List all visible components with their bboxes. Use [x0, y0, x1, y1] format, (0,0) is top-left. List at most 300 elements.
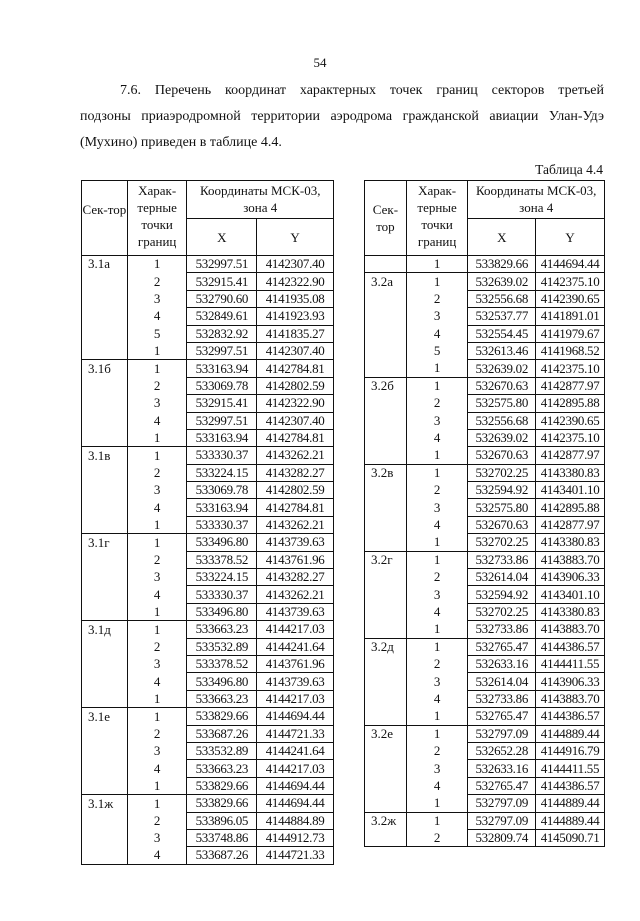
cell-sector: [82, 655, 128, 672]
header-coords: Координаты МСК-03, зона 4: [468, 181, 605, 219]
cell-sector: [365, 690, 407, 707]
cell-sector: 3.1а: [82, 256, 128, 273]
cell-sector: [82, 760, 128, 777]
cell-x: 533378.52: [187, 655, 257, 672]
cell-sector: [82, 812, 128, 829]
table-row: [82, 551, 334, 568]
cell-sector: [365, 795, 407, 812]
table-row: [365, 621, 605, 638]
table-row: [365, 551, 605, 568]
cell-x: 533496.80: [187, 603, 257, 620]
cell-x: 532733.86: [468, 621, 536, 638]
cell-y: 4141891.01: [536, 308, 605, 325]
cell-x: 532765.47: [468, 777, 536, 794]
cell-y: 4144884.89: [257, 812, 334, 829]
cell-y: 4143906.33: [536, 569, 605, 586]
cell-y: 4143739.63: [257, 673, 334, 690]
cell-y: 4144694.44: [257, 708, 334, 725]
cell-x: 533330.37: [187, 516, 257, 533]
table-caption: Таблица 4.4: [535, 162, 603, 177]
cell-point: 1: [406, 795, 468, 812]
table-row: [82, 655, 334, 672]
table-row: [365, 586, 605, 603]
cell-y: 4143262.21: [257, 586, 334, 603]
cell-y: 4142784.81: [257, 429, 334, 446]
table-row: [365, 569, 605, 586]
table-row: [365, 795, 605, 812]
cell-sector: [365, 603, 407, 620]
cell-x: 532797.09: [468, 812, 536, 829]
cell-sector: [82, 586, 128, 603]
cell-y: 4142307.40: [257, 412, 334, 429]
cell-y: 4142784.81: [257, 360, 334, 377]
table-body-right: [365, 256, 605, 847]
cell-x: 533496.80: [187, 673, 257, 690]
table-row: [82, 308, 334, 325]
table-row: [365, 603, 605, 620]
table-row: [82, 847, 334, 864]
cell-sector: [365, 360, 407, 377]
table-row: [365, 777, 605, 794]
cell-point: 1: [127, 256, 187, 273]
cell-y: 4143282.27: [257, 464, 334, 481]
cell-x: 532639.02: [468, 429, 536, 446]
cell-y: 4144386.57: [536, 777, 605, 794]
cell-point: 2: [127, 377, 187, 394]
cell-y: 4144386.57: [536, 638, 605, 655]
table-row: [365, 429, 605, 446]
table-row: [365, 760, 605, 777]
cell-x: 532639.02: [468, 360, 536, 377]
cell-x: 532733.86: [468, 551, 536, 568]
table-body-left: [82, 256, 334, 865]
cell-y: 4142375.10: [536, 273, 605, 290]
cell-point: 1: [406, 447, 468, 464]
cell-y: 4145090.71: [536, 829, 605, 846]
cell-x: 532915.41: [187, 273, 257, 290]
cell-sector: 3.2е: [365, 725, 407, 742]
cell-sector: 3.1ж: [82, 795, 128, 812]
table-row: [365, 673, 605, 690]
header-x: X: [468, 219, 536, 256]
cell-point: 1: [406, 256, 468, 273]
cell-y: 4141968.52: [536, 342, 605, 359]
cell-sector: [365, 569, 407, 586]
cell-x: 533896.05: [187, 812, 257, 829]
cell-sector: [82, 429, 128, 446]
cell-y: 4144912.73: [257, 829, 334, 846]
cell-y: 4144889.44: [536, 725, 605, 742]
cell-sector: [365, 586, 407, 603]
table-row: [82, 412, 334, 429]
table-row: [82, 673, 334, 690]
cell-y: 4143906.33: [536, 673, 605, 690]
cell-point: 1: [406, 551, 468, 568]
table-row: [365, 482, 605, 499]
table-row: [82, 516, 334, 533]
cell-point: 1: [127, 621, 187, 638]
cell-y: 4143262.21: [257, 516, 334, 533]
table-row: [82, 812, 334, 829]
cell-point: 1: [406, 360, 468, 377]
cell-x: 533663.23: [187, 760, 257, 777]
cell-x: 533330.37: [187, 586, 257, 603]
cell-point: 1: [406, 812, 468, 829]
cell-point: 1: [127, 360, 187, 377]
cell-sector: 3.2а: [365, 273, 407, 290]
cell-x: 532797.09: [468, 725, 536, 742]
cell-point: 2: [406, 395, 468, 412]
cell-point: 2: [406, 482, 468, 499]
cell-sector: 3.1в: [82, 447, 128, 464]
cell-point: 3: [127, 655, 187, 672]
cell-x: 533224.15: [187, 464, 257, 481]
cell-y: 4142322.90: [257, 395, 334, 412]
cell-y: 4143761.96: [257, 551, 334, 568]
cell-x: 533069.78: [187, 377, 257, 394]
cell-point: 2: [127, 638, 187, 655]
table-row: [82, 777, 334, 794]
cell-y: 4143739.63: [257, 603, 334, 620]
cell-sector: 3.2д: [365, 638, 407, 655]
cell-x: 532556.68: [468, 290, 536, 307]
cell-x: 532594.92: [468, 482, 536, 499]
cell-point: 2: [406, 290, 468, 307]
cell-sector: [365, 516, 407, 533]
cell-sector: 3.1б: [82, 360, 128, 377]
cell-x: 532556.68: [468, 412, 536, 429]
table-row: [365, 342, 605, 359]
table-row: [82, 638, 334, 655]
table-row: [365, 708, 605, 725]
table-row: [82, 708, 334, 725]
cell-y: 4142375.10: [536, 360, 605, 377]
cell-sector: [82, 742, 128, 759]
cell-point: 2: [127, 725, 187, 742]
cell-sector: [82, 603, 128, 620]
table-row: [82, 760, 334, 777]
cell-y: 4143883.70: [536, 621, 605, 638]
cell-point: 1: [406, 621, 468, 638]
cell-point: 3: [406, 308, 468, 325]
cell-sector: [365, 429, 407, 446]
cell-sector: [365, 447, 407, 464]
cell-x: 533829.66: [468, 256, 536, 273]
cell-x: 533069.78: [187, 482, 257, 499]
cell-x: 532997.51: [187, 342, 257, 359]
cell-sector: [82, 464, 128, 481]
cell-point: 3: [406, 499, 468, 516]
cell-point: 2: [127, 551, 187, 568]
cell-x: 533330.37: [187, 447, 257, 464]
cell-y: 4144721.33: [257, 847, 334, 864]
cell-x: 533496.80: [187, 534, 257, 551]
cell-point: 1: [406, 273, 468, 290]
cell-y: 4143401.10: [536, 482, 605, 499]
cell-sector: [365, 412, 407, 429]
cell-y: 4143883.70: [536, 690, 605, 707]
cell-y: 4141935.08: [257, 290, 334, 307]
cell-point: 4: [127, 499, 187, 516]
header-points: Харак-терные точки границ: [127, 181, 187, 256]
table-row: [365, 447, 605, 464]
coordinates-table-right: [364, 180, 605, 847]
cell-y: 4143380.83: [536, 464, 605, 481]
coordinates-table-left: [81, 180, 334, 865]
cell-point: 4: [406, 777, 468, 794]
table-row: [365, 325, 605, 342]
table-row: [365, 308, 605, 325]
cell-y: 4143739.63: [257, 534, 334, 551]
cell-sector: [82, 829, 128, 846]
cell-sector: [365, 482, 407, 499]
cell-y: 4142895.88: [536, 499, 605, 516]
table-row: [82, 742, 334, 759]
cell-point: 2: [127, 273, 187, 290]
cell-point: 3: [127, 482, 187, 499]
table-row: [82, 360, 334, 377]
table-row: [365, 395, 605, 412]
cell-sector: [365, 673, 407, 690]
cell-sector: 3.1д: [82, 621, 128, 638]
table-row: [82, 482, 334, 499]
paragraph-line-3: (Мухино) приведен в таблице 4.4.: [80, 135, 282, 150]
cell-x: 532832.92: [187, 325, 257, 342]
cell-y: 4142802.59: [257, 377, 334, 394]
cell-sector: [82, 690, 128, 707]
cell-point: 2: [406, 829, 468, 846]
table-row: [365, 534, 605, 551]
cell-point: 1: [406, 464, 468, 481]
cell-x: 532594.92: [468, 586, 536, 603]
table-row: [82, 499, 334, 516]
cell-x: 532915.41: [187, 395, 257, 412]
cell-point: 3: [127, 395, 187, 412]
cell-point: 1: [406, 725, 468, 742]
cell-y: 4142802.59: [257, 482, 334, 499]
header-sector: Сек-тор: [82, 181, 128, 256]
page-number: 54: [313, 55, 327, 70]
table-row: [365, 499, 605, 516]
cell-x: 533687.26: [187, 847, 257, 864]
cell-sector: [365, 655, 407, 672]
cell-x: 532652.28: [468, 742, 536, 759]
cell-x: 532575.80: [468, 499, 536, 516]
table-row: [365, 464, 605, 481]
table-row: [82, 795, 334, 812]
cell-x: 532613.46: [468, 342, 536, 359]
cell-sector: [365, 256, 407, 273]
table-row: [365, 655, 605, 672]
cell-point: 3: [127, 290, 187, 307]
cell-sector: [365, 395, 407, 412]
cell-point: 3: [127, 829, 187, 846]
cell-sector: [365, 308, 407, 325]
table-row: [82, 829, 334, 846]
cell-point: 1: [127, 516, 187, 533]
cell-point: 1: [127, 447, 187, 464]
table-row: [82, 725, 334, 742]
cell-point: 4: [127, 760, 187, 777]
cell-y: 4142895.88: [536, 395, 605, 412]
cell-x: 532614.04: [468, 569, 536, 586]
cell-sector: [82, 325, 128, 342]
cell-sector: [365, 829, 407, 846]
cell-point: 3: [406, 673, 468, 690]
cell-sector: 3.1е: [82, 708, 128, 725]
cell-point: 1: [127, 708, 187, 725]
table-row: [365, 742, 605, 759]
cell-x: 532554.45: [468, 325, 536, 342]
cell-x: 532575.80: [468, 395, 536, 412]
cell-x: 532997.51: [187, 412, 257, 429]
cell-x: 532702.25: [468, 534, 536, 551]
cell-y: 4144411.55: [536, 655, 605, 672]
cell-point: 5: [406, 342, 468, 359]
cell-sector: [82, 516, 128, 533]
table-row: [365, 829, 605, 846]
cell-x: 532702.25: [468, 464, 536, 481]
cell-point: 1: [127, 795, 187, 812]
cell-point: 2: [127, 464, 187, 481]
cell-sector: 3.2г: [365, 551, 407, 568]
paragraph-line-2: подзоны приаэродромной территории аэродрома гражданской авиации Улан-Удэ: [80, 109, 604, 124]
cell-point: 3: [127, 569, 187, 586]
cell-y: 4144694.44: [257, 795, 334, 812]
cell-y: 4143883.70: [536, 551, 605, 568]
cell-point: 4: [127, 412, 187, 429]
cell-point: 1: [127, 777, 187, 794]
cell-x: 532614.04: [468, 673, 536, 690]
cell-sector: [82, 847, 128, 864]
table-row: [82, 342, 334, 359]
header-y: Y: [257, 219, 334, 256]
cell-sector: [82, 499, 128, 516]
cell-y: 4144916.79: [536, 742, 605, 759]
cell-point: 1: [127, 603, 187, 620]
cell-y: 4141835.27: [257, 325, 334, 342]
table-row: [82, 447, 334, 464]
cell-y: 4142390.65: [536, 290, 605, 307]
cell-y: 4141979.67: [536, 325, 605, 342]
table-row: [82, 273, 334, 290]
cell-x: 532670.63: [468, 447, 536, 464]
cell-x: 532633.16: [468, 760, 536, 777]
cell-x: 532670.63: [468, 377, 536, 394]
cell-point: 1: [127, 690, 187, 707]
cell-sector: [82, 569, 128, 586]
cell-point: 1: [406, 708, 468, 725]
cell-y: 4144217.03: [257, 621, 334, 638]
cell-y: 4144721.33: [257, 725, 334, 742]
cell-y: 4144694.44: [536, 256, 605, 273]
table-row: [82, 569, 334, 586]
cell-sector: 3.2в: [365, 464, 407, 481]
cell-sector: [82, 725, 128, 742]
cell-y: 4142390.65: [536, 412, 605, 429]
cell-point: 4: [127, 586, 187, 603]
cell-y: 4143761.96: [257, 655, 334, 672]
cell-sector: [82, 482, 128, 499]
cell-sector: 3.1г: [82, 534, 128, 551]
cell-x: 533663.23: [187, 690, 257, 707]
cell-point: 1: [406, 534, 468, 551]
cell-x: 532765.47: [468, 708, 536, 725]
table-row: [82, 603, 334, 620]
cell-sector: [82, 551, 128, 568]
cell-x: 533829.66: [187, 795, 257, 812]
cell-y: 4142307.40: [257, 342, 334, 359]
cell-sector: [365, 499, 407, 516]
table-row: [365, 273, 605, 290]
cell-x: 533163.94: [187, 429, 257, 446]
cell-point: 4: [406, 516, 468, 533]
cell-y: 4142375.10: [536, 429, 605, 446]
cell-x: 532765.47: [468, 638, 536, 655]
table-row: [82, 534, 334, 551]
cell-x: 533748.86: [187, 829, 257, 846]
header-y: Y: [536, 219, 605, 256]
cell-y: 4142877.97: [536, 516, 605, 533]
cell-y: 4142307.40: [257, 256, 334, 273]
cell-y: 4144241.64: [257, 638, 334, 655]
table-row: [82, 464, 334, 481]
cell-y: 4144411.55: [536, 760, 605, 777]
table-row: [82, 325, 334, 342]
cell-sector: [365, 760, 407, 777]
cell-y: 4142322.90: [257, 273, 334, 290]
cell-point: 1: [406, 638, 468, 655]
cell-point: 4: [406, 603, 468, 620]
intro-paragraph: [80, 78, 604, 156]
cell-x: 532849.61: [187, 308, 257, 325]
cell-x: 532639.02: [468, 273, 536, 290]
cell-sector: [365, 708, 407, 725]
header-coords: Координаты МСК-03, зона 4: [187, 181, 334, 219]
header-points: Харак-терные точки границ: [406, 181, 468, 256]
table-row: [82, 377, 334, 394]
cell-x: 532997.51: [187, 256, 257, 273]
cell-sector: [82, 412, 128, 429]
cell-point: 2: [406, 655, 468, 672]
cell-sector: [82, 273, 128, 290]
cell-y: 4144694.44: [257, 777, 334, 794]
cell-y: 4144217.03: [257, 760, 334, 777]
cell-point: 3: [406, 586, 468, 603]
table-row: [82, 690, 334, 707]
table-row: [365, 290, 605, 307]
cell-x: 533829.66: [187, 777, 257, 794]
cell-x: 533687.26: [187, 725, 257, 742]
cell-point: 4: [127, 673, 187, 690]
cell-point: 4: [127, 308, 187, 325]
cell-x: 533163.94: [187, 499, 257, 516]
cell-y: 4144241.64: [257, 742, 334, 759]
cell-point: 4: [406, 325, 468, 342]
cell-x: 533532.89: [187, 638, 257, 655]
cell-sector: [82, 308, 128, 325]
cell-x: 533532.89: [187, 742, 257, 759]
cell-y: 4143262.21: [257, 447, 334, 464]
cell-point: 3: [406, 760, 468, 777]
cell-x: 532797.09: [468, 795, 536, 812]
cell-y: 4143380.83: [536, 534, 605, 551]
table-row: [82, 429, 334, 446]
cell-sector: [82, 638, 128, 655]
cell-x: 532809.74: [468, 829, 536, 846]
cell-y: 4143380.83: [536, 603, 605, 620]
cell-point: 4: [406, 690, 468, 707]
